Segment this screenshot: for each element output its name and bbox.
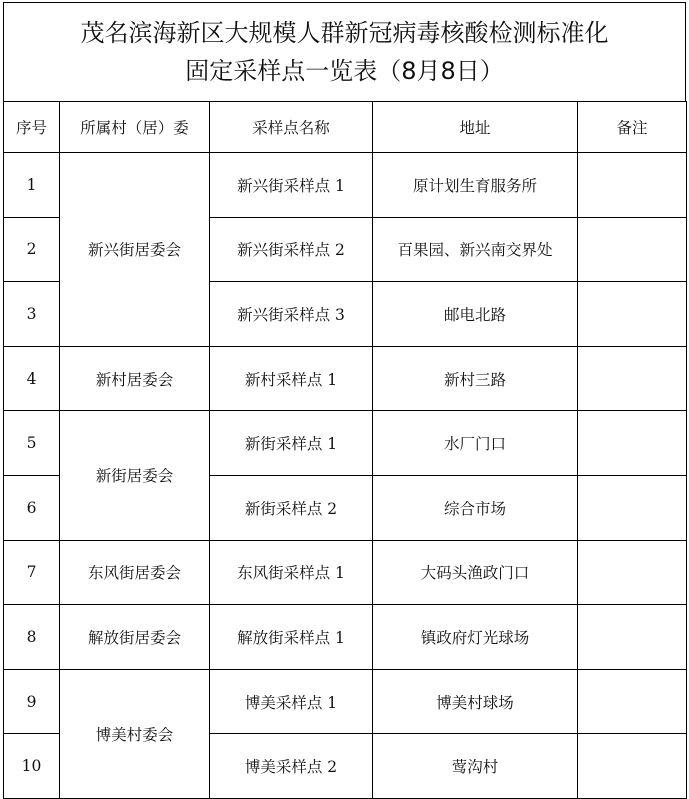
row-address: 水厂门口: [373, 411, 578, 476]
header-committee: 所属村（居）委: [60, 102, 210, 153]
table-row: [4, 669, 687, 734]
table-row: [4, 411, 687, 476]
row-committee: 新村居委会: [60, 346, 210, 411]
row-site-name: 新兴街采样点 1: [210, 153, 373, 218]
row-address: 新村三路: [373, 346, 578, 411]
row-index: 8: [4, 605, 60, 670]
row-index: 6: [4, 475, 60, 540]
row-remarks: [578, 669, 687, 734]
row-index: 3: [4, 282, 60, 347]
table-row: [4, 153, 687, 218]
row-index: 1: [4, 153, 60, 218]
row-address: 百果园、新兴南交界处: [373, 217, 578, 282]
row-address: 大码头渔政门口: [373, 540, 578, 605]
row-remarks: [578, 153, 687, 218]
row-remarks: [578, 734, 687, 799]
row-site-name: 博美采样点 1: [210, 669, 373, 734]
row-address: 莺沟村: [373, 734, 578, 799]
row-site-name: 新兴街采样点 2: [210, 217, 373, 282]
row-committee: 新街居委会: [60, 411, 210, 540]
row-site-name: 东风街采样点 1: [210, 540, 373, 605]
table-row: [4, 605, 687, 670]
header-index: 序号: [4, 102, 60, 153]
header-site-name: 采样点名称: [210, 102, 373, 153]
row-site-name: 新村采样点 1: [210, 346, 373, 411]
row-remarks: [578, 605, 687, 670]
row-remarks: [578, 475, 687, 540]
row-remarks: [578, 411, 687, 476]
row-site-name: 博美采样点 2: [210, 734, 373, 799]
row-index: 5: [4, 411, 60, 476]
row-committee: 新兴街居委会: [60, 153, 210, 347]
title-line-1: 茂名滨海新区大规模人群新冠病毒核酸检测标准化: [80, 18, 609, 47]
sampling-sites-table: [3, 101, 687, 799]
row-site-name: 新街采样点 2: [210, 475, 373, 540]
document-sheet: [3, 2, 687, 798]
row-site-name: 新街采样点 1: [210, 411, 373, 476]
row-site-name: 解放街采样点 1: [210, 605, 373, 670]
row-address: 博美村球场: [373, 669, 578, 734]
row-index: 2: [4, 217, 60, 282]
table-header-row: [4, 102, 687, 153]
row-address: 综合市场: [373, 475, 578, 540]
row-index: 9: [4, 669, 60, 734]
row-index: 4: [4, 346, 60, 411]
row-remarks: [578, 217, 687, 282]
document-title: [3, 2, 686, 101]
row-site-name: 新兴街采样点 3: [210, 282, 373, 347]
table-row: [4, 346, 687, 411]
row-committee: 解放街居委会: [60, 605, 210, 670]
row-remarks: [578, 540, 687, 605]
header-remarks: 备注: [578, 102, 687, 153]
row-address: 邮电北路: [373, 282, 578, 347]
table-row: [4, 540, 687, 605]
row-remarks: [578, 282, 687, 347]
row-index: 7: [4, 540, 60, 605]
header-address: 地址: [373, 102, 578, 153]
title-line-2: 固定采样点一览表（8月8日）: [185, 57, 504, 85]
row-committee: 东风街居委会: [60, 540, 210, 605]
row-index: 10: [4, 734, 60, 799]
row-address: 原计划生育服务所: [373, 153, 578, 218]
row-committee: 博美村委会: [60, 669, 210, 798]
row-address: 镇政府灯光球场: [373, 605, 578, 670]
row-remarks: [578, 346, 687, 411]
